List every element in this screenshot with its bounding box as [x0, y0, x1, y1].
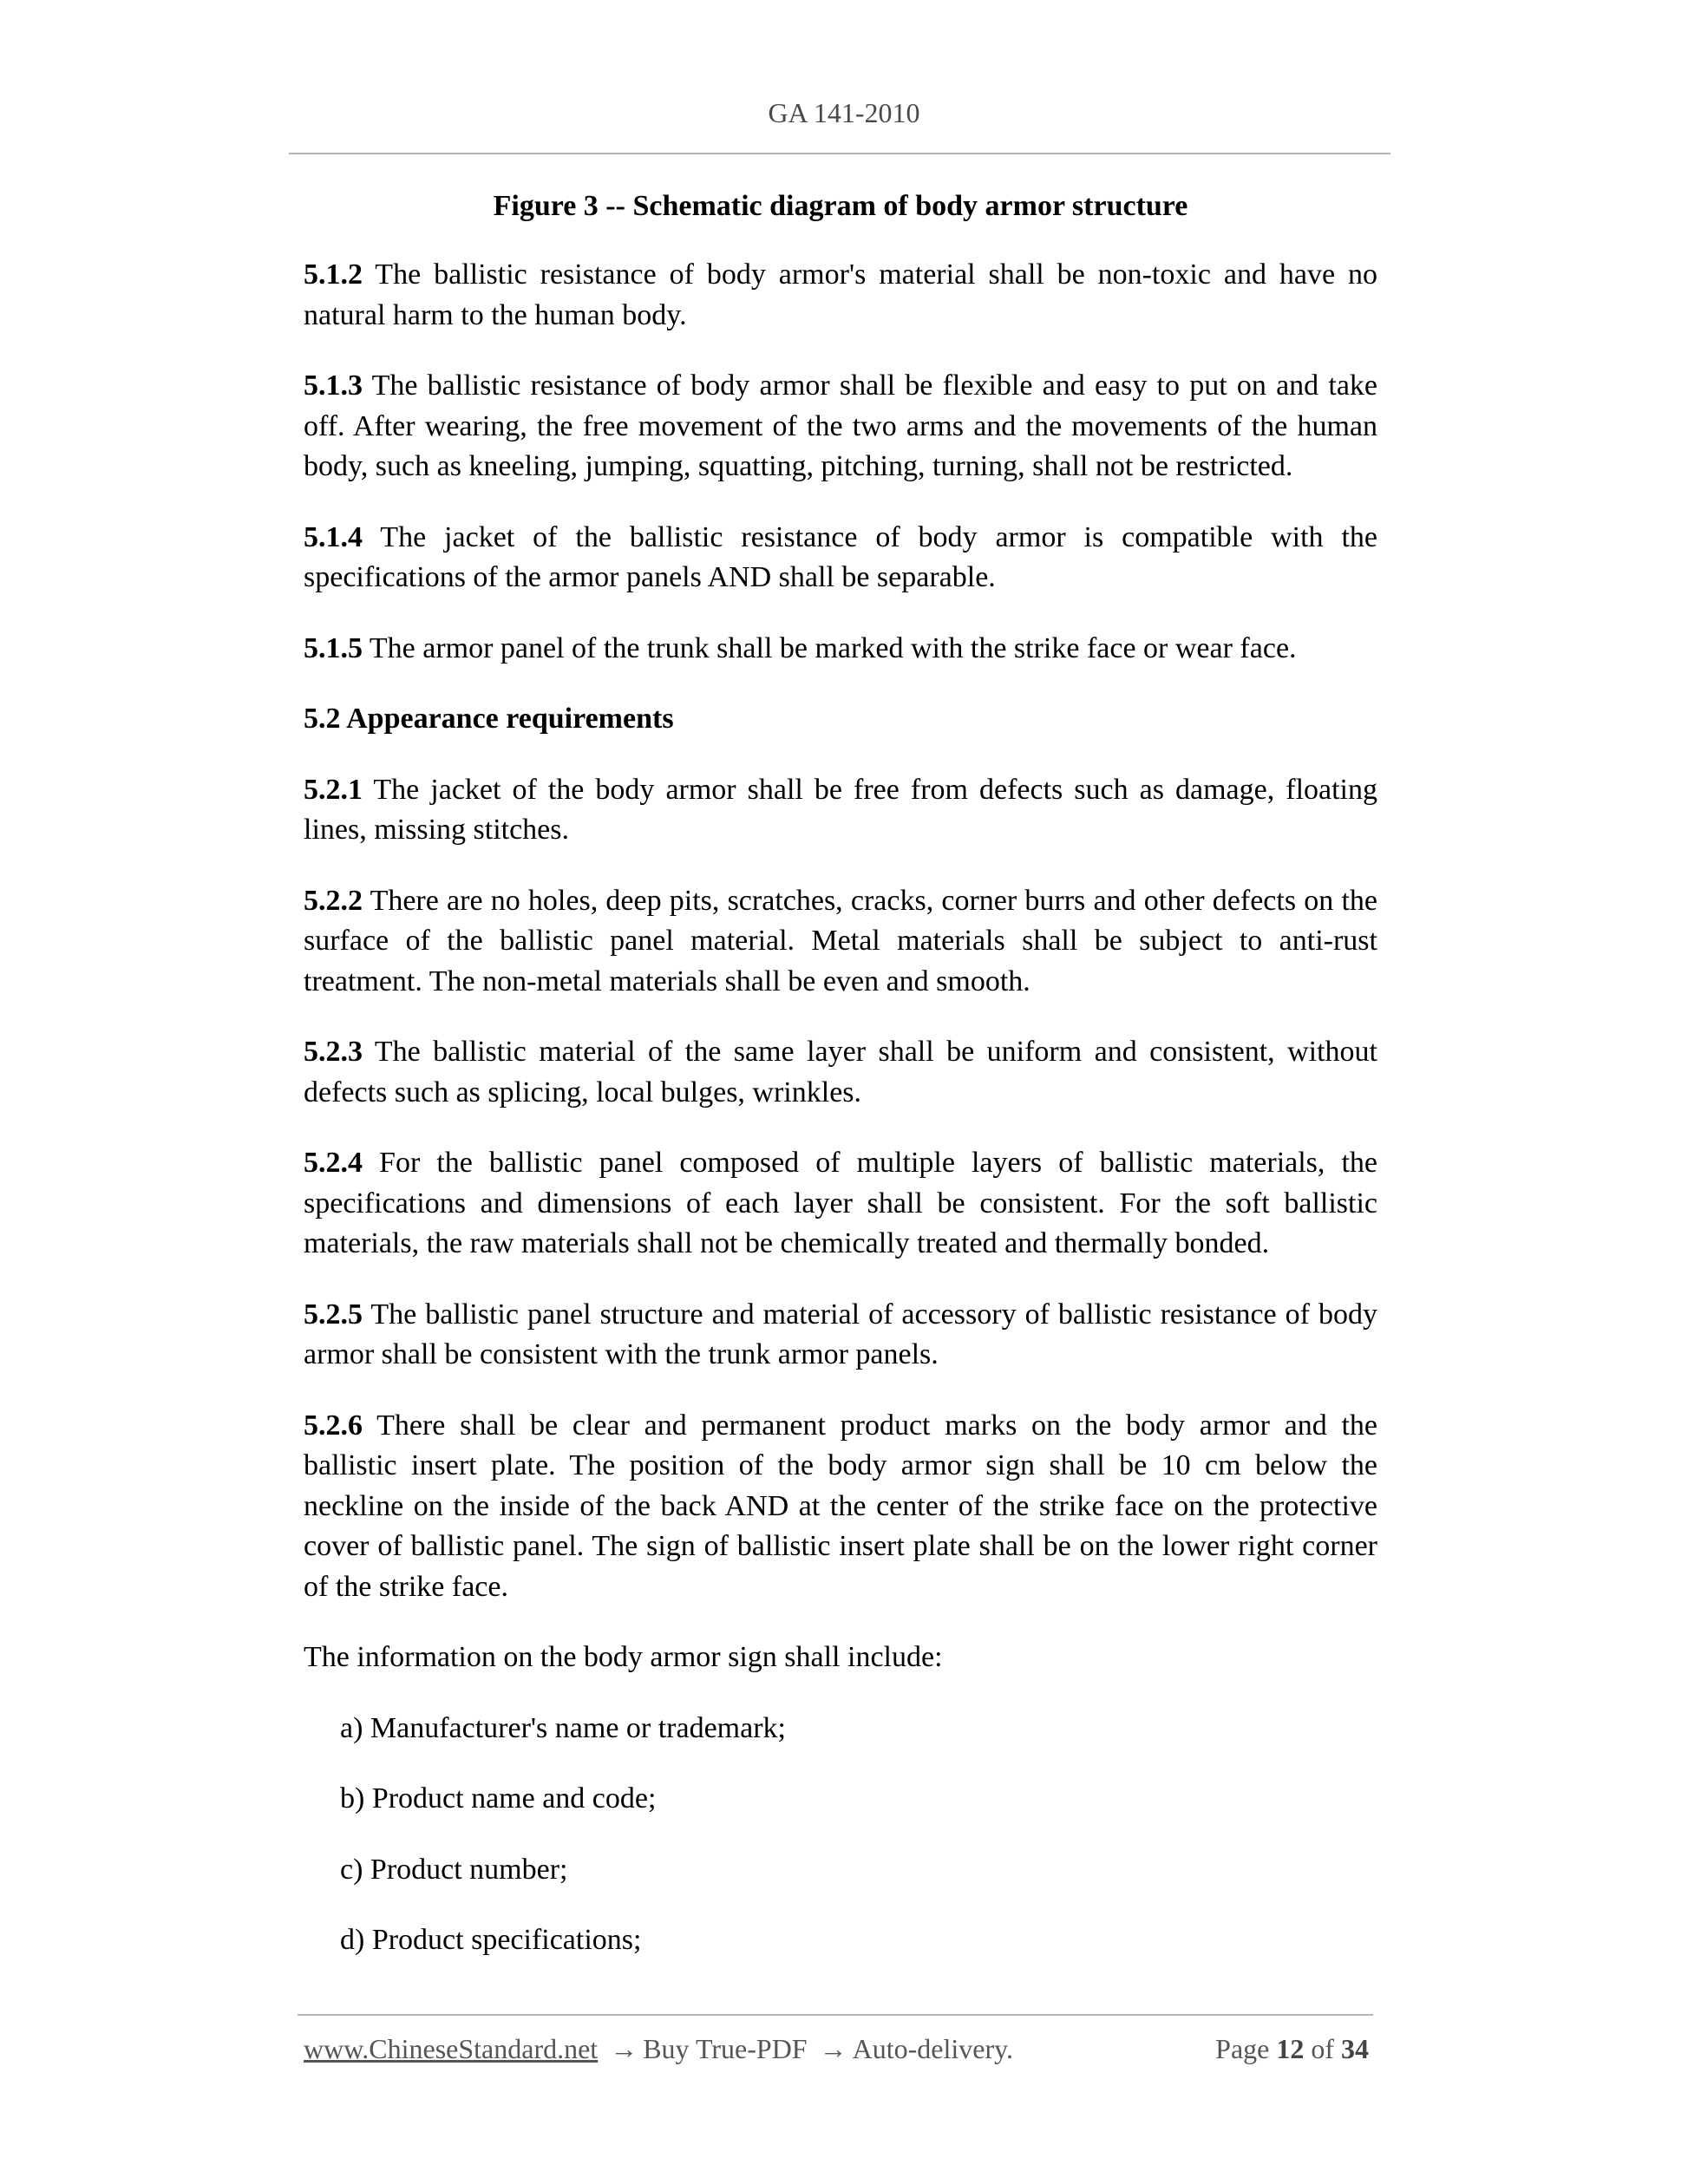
header-divider: [289, 153, 1390, 154]
clause-number: 5.2.6: [304, 1409, 363, 1442]
buy-true-pdf-text: Buy True-PDF: [643, 2033, 808, 2064]
document-code-header: GA 141-2010: [768, 97, 920, 128]
clause-5-2-2: [304, 881, 1377, 1003]
list-item: c) Product number;: [340, 1853, 568, 1886]
clause-number: 5.1.4: [304, 520, 363, 553]
clause-text: The ballistic material of the same layer shall be uniform and consistent, without defects such as splicing, local bulges, wrinkles.: [304, 1036, 1377, 1108]
page-counter: [1215, 2030, 1369, 2068]
section-heading-appearance: 5.2 Appearance requirements: [304, 703, 674, 735]
clause-5-2-1: [304, 770, 1377, 851]
auto-delivery-text: Auto-delivery.: [852, 2033, 1014, 2064]
site-link[interactable]: www.ChineseStandard.net: [304, 2033, 599, 2064]
clause-number: 5.2.4: [304, 1147, 363, 1179]
clause-5-1-2: [304, 255, 1377, 336]
list-item: b) Product name and code;: [340, 1782, 657, 1815]
current-page-number: 12: [1276, 2033, 1305, 2064]
right-arrow-icon: →: [819, 2033, 847, 2064]
clause-number: 5.1.3: [304, 369, 363, 402]
clause-5-1-4: [304, 518, 1377, 598]
clause-number: 5.2.1: [304, 773, 363, 806]
sign-info-intro: The information on the body armor sign shall include:: [304, 1641, 943, 1673]
clause-5-1-5: [304, 629, 1377, 670]
clause-number: 5.1.2: [304, 258, 363, 291]
right-arrow-icon: →: [610, 2033, 638, 2064]
clause-number: 5.2.3: [304, 1036, 363, 1068]
clause-number: 5.1.5: [304, 631, 363, 664]
clause-text: The jacket of the ballistic resistance of body armor is compatible with the specifications of the armor panels AND shall be separable.: [304, 520, 1377, 593]
footer-promo: [304, 2030, 1013, 2068]
clause-text: There are no holes, deep pits, scratches, cracks, corner burrs and other defects on the surface of the ballistic panel material. Metal materials shall be subject to anti-rust treatment. The non-metal materials shall be even and smooth.: [304, 884, 1377, 997]
page-body: [304, 186, 1377, 1991]
footer-divider: [298, 2014, 1373, 2016]
clause-5-2-3: [304, 1032, 1377, 1113]
figure-caption: Figure 3 -- Schematic diagram of body armor structure: [493, 190, 1188, 222]
clause-text: The armor panel of the trunk shall be marked with the strike face or wear face.: [363, 631, 1297, 664]
of-label: of: [1311, 2033, 1334, 2064]
clause-text: The ballistic panel structure and material of accessory of ballistic resistance of body armor shall be consistent with the trunk armor panels.: [304, 1298, 1377, 1370]
total-pages-number: 34: [1341, 2033, 1369, 2064]
clause-number: 5.2.5: [304, 1298, 363, 1331]
list-item: a) Manufacturer's name or trademark;: [340, 1711, 786, 1744]
clause-5-2-5: [304, 1295, 1377, 1376]
clause-text: The ballistic resistance of body armor shall be flexible and easy to put on and take off. After wearing, the free movement of the two arms and the movements of the human body, such as kneeling, jumping, squatting, pitching, turning, shall not be restricted.: [304, 369, 1377, 482]
clause-5-2-4: [304, 1143, 1377, 1265]
clause-5-1-3: [304, 366, 1377, 487]
list-item: d) Product specifications;: [340, 1924, 642, 1956]
clause-text: The jacket of the body armor shall be free from defects such as damage, floating lines, missing stitches.: [304, 773, 1377, 846]
clause-5-2-6: [304, 1406, 1377, 1608]
page-label: Page: [1215, 2033, 1270, 2064]
clause-text: The ballistic resistance of body armor's material shall be non-toxic and have no natural harm to the human body.: [304, 258, 1377, 331]
clause-text: For the ballistic panel composed of multiple layers of ballistic materials, the specifications and dimensions of each layer shall be consistent. For the soft ballistic materials, the raw materials shall not be chemically treated and thermally bonded.: [304, 1147, 1377, 1259]
clause-text: There shall be clear and permanent product marks on the body armor and the ballistic insert plate. The position of the body armor sign shall be 10 cm below the neckline on the inside of the back AND at the center of the strike face on the protective cover of ballistic panel. The sign of ballistic insert plate shall be on the lower right corner of the strike face.: [304, 1409, 1377, 1603]
clause-number: 5.2.2: [304, 884, 363, 917]
